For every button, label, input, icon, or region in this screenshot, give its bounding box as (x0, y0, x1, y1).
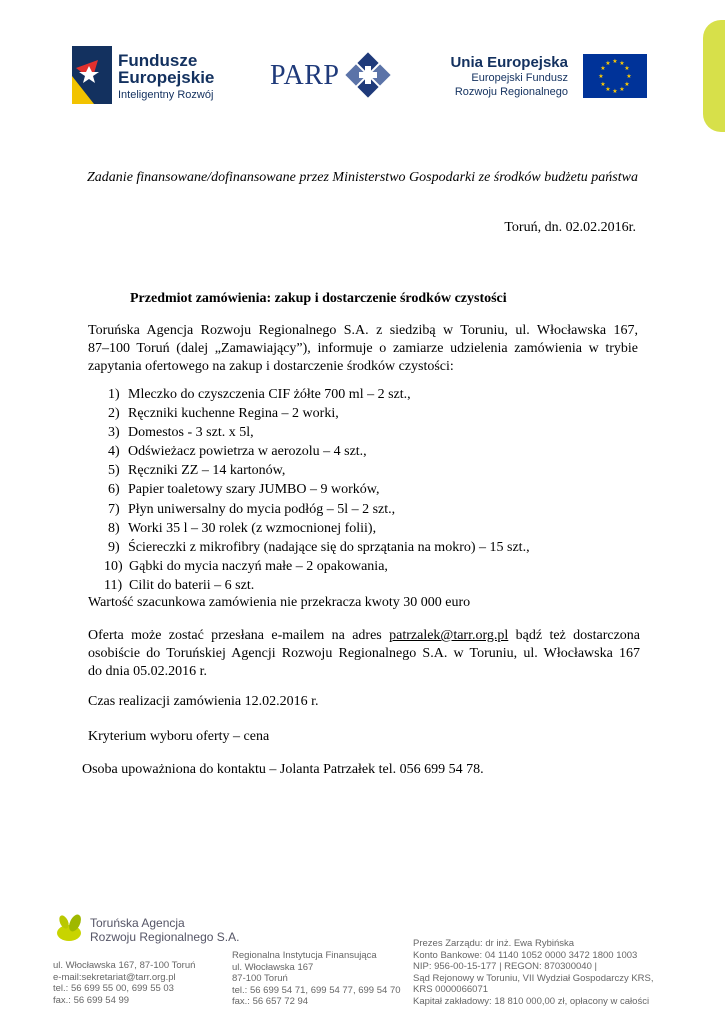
footer-company-info (413, 938, 654, 1007)
value-note: Wartość szacunkowa zamówienia nie przekracza kwoty 30 000 euro (88, 595, 471, 610)
list-item-text: Ręczniki ZZ – 14 kartonów, (128, 463, 286, 479)
fundusze-europejskie-logo-icon (72, 46, 112, 104)
unia-europejska-title (450, 55, 568, 98)
items-list (88, 385, 648, 595)
ue-line3: Rozwoju Regionalnego (454, 86, 568, 98)
intro-line-3: zapytania ofertowego na zakup i dostarczenie środków czystości: (88, 359, 454, 374)
list-item-number: 1) (108, 387, 120, 402)
footer-company-line: Prezes Zarządu: dr inż. Ewa Rybińska (413, 938, 575, 949)
page-edge-tab (703, 20, 725, 132)
list-item (88, 461, 648, 480)
parp-logo-icon (345, 52, 391, 98)
footer-rif-line: ul. Włocławska 167 (232, 961, 314, 973)
footer-company-line: Kapitał zakładowy: 18 810 000,00 zł, opłacony w całości (413, 995, 650, 1007)
parp-logo-text: PARP (270, 60, 340, 91)
offer-email-link[interactable]: patrzalek@tarr.org.pl (389, 628, 509, 643)
footer-rif-line: tel.: 56 699 54 71, 699 54 77, 699 54 70 (232, 984, 401, 996)
criterion-note: Kryterium wyboru oferty – cena (88, 729, 270, 744)
list-item-text: Gąbki do mycia naczyń małe – 2 opakowania, (129, 558, 388, 574)
footer-company-line: KRS 0000066071 (413, 984, 489, 995)
footer-address-line: ul. Włocławska 167, 87-100 Toruń (53, 960, 196, 971)
footer-company-line: Konto Bankowe: 04 1140 1052 0000 3472 1800 1003 (413, 949, 638, 961)
list-item-text: Płyn uniwersalny do mycia podłóg – 5l – 2 szt., (128, 501, 396, 517)
footer-address-line: e-mail:sekretariat@tarr.org.pl (53, 971, 176, 983)
list-item (88, 385, 648, 404)
svg-text:★: ★ (600, 81, 606, 88)
svg-text:★: ★ (619, 60, 625, 67)
document-date: Toruń, dn. 02.02.2016r. (504, 220, 636, 235)
offer-paragraph (88, 627, 640, 681)
list-item-number: 4) (108, 444, 120, 460)
list-item (88, 404, 648, 423)
funding-note: Zadanie finansowane/dofinansowane przez Ministerstwo Gospodarki ze środków budżetu państwa (87, 170, 638, 185)
eu-flag-icon (583, 54, 647, 98)
list-item-text: Cilit do baterii – 6 szt. (129, 577, 255, 593)
list-item (88, 480, 648, 499)
list-item (88, 576, 648, 595)
intro-line-1: Toruńska Agencja Rozwoju Regionalnego S.A. z siedzibą w Toruniu, ul. Włocławska 167, (88, 323, 638, 338)
footer-rif-line: Regionalna Instytucja Finansująca (232, 950, 377, 961)
svg-text:★: ★ (619, 86, 625, 93)
svg-text:★: ★ (598, 73, 604, 80)
fundusze-europejskie-title (118, 52, 214, 101)
contact-note: Osoba upoważniona do kontaktu – Jolanta Patrzałek tel. 056 699 54 78. (82, 762, 484, 777)
list-item-text: Ściereczki z mikrofibry (nadające się do sprzątania na mokro) – 15 szt., (128, 539, 530, 555)
tarr-logo-icon (55, 913, 89, 943)
intro-line-2: 87–100 Toruń (dalej „Zamawiający”), informuje o zamiarze udzielenia zamówienia w trybie (88, 341, 638, 356)
fe-line3: Inteligentny Rozwój (118, 89, 214, 101)
list-item-number: 7) (108, 501, 120, 517)
svg-text:★: ★ (624, 81, 630, 88)
list-item-text: Ręczniki kuchenne Regina – 2 worki, (128, 406, 339, 422)
footer-address (53, 960, 195, 1006)
fe-line2: Europejskie (118, 68, 215, 87)
footer-address-line: tel.: 56 699 55 00, 699 55 03 (53, 983, 174, 994)
fe-line1: Fundusze (118, 51, 198, 70)
list-item-number: 8) (108, 520, 120, 536)
realization-note: Czas realizacji zamówienia 12.02.2016 r. (88, 694, 319, 709)
list-item (88, 423, 648, 442)
footer-rif-line: fax.: 56 657 72 94 (232, 996, 309, 1007)
ue-line1: Unia Europejska (450, 54, 568, 71)
list-item (88, 538, 648, 557)
svg-text:★: ★ (612, 58, 618, 65)
footer-rif (232, 950, 401, 1008)
list-item-number: 9) (108, 539, 120, 555)
list-item-number: 10) (104, 558, 123, 574)
list-item-number: 6) (108, 482, 120, 498)
list-item-text: Worki 35 l – 30 rolek (z wzmocnionej folii), (128, 520, 377, 536)
intro-paragraph (88, 322, 638, 376)
list-item-text: Papier toaletowy szary JUMBO – 9 worków, (128, 482, 380, 498)
tarr-logo-line1: Toruńska Agencja (90, 916, 185, 930)
svg-text:★: ★ (624, 65, 630, 72)
footer-address-line: fax.: 56 699 54 99 (53, 994, 130, 1006)
list-item-number: 11) (104, 577, 123, 593)
list-item (88, 442, 648, 461)
footer-company-line: NIP: 956-00-15-177 | REGON: 870300040 | (413, 961, 597, 972)
offer-text-after: bądź też dostarczona (508, 628, 640, 643)
list-item-text: Mleczko do czyszczenia CIF żółte 700 ml – 2 szt., (128, 387, 411, 402)
subject-heading: Przedmiot zamówienia: zakup i dostarczenie środków czystości (130, 291, 507, 306)
offer-text-before: Oferta może zostać przesłana e-mailem na adres (88, 628, 390, 643)
tarr-logo-line2: Rozwoju Regionalnego S.A. (90, 929, 240, 944)
list-item-number: 5) (108, 463, 120, 479)
list-item-text: Odświeżacz powietrza w aerozolu – 4 szt., (128, 444, 367, 460)
svg-text:★: ★ (605, 86, 611, 93)
svg-text:★: ★ (605, 60, 611, 67)
offer-line-2: osobiście do Toruńskiej Agencji Rozwoju Regionalnego S.A. w Toruniu, ul. Włocławska 167 (88, 646, 640, 661)
ue-line2: Europejski Fundusz (471, 72, 568, 84)
tarr-logo-text (90, 917, 239, 945)
svg-text:★: ★ (600, 65, 606, 72)
offer-line-1 (88, 627, 640, 645)
footer-rif-line: 87-100 Toruń (232, 973, 288, 984)
footer-company-line: Sąd Rejonowy w Toruniu, VII Wydział Gospodarczy KRS, (413, 972, 654, 984)
list-item-number: 3) (108, 425, 120, 441)
svg-text:★: ★ (612, 88, 618, 95)
list-item (88, 519, 648, 538)
list-item (88, 557, 648, 576)
offer-line-3: do dnia 05.02.2016 r. (88, 664, 207, 679)
list-item-number: 2) (108, 406, 120, 422)
list-item (88, 500, 648, 519)
svg-text:★: ★ (626, 73, 632, 80)
list-item-text: Domestos - 3 szt. x 5l, (128, 425, 254, 441)
